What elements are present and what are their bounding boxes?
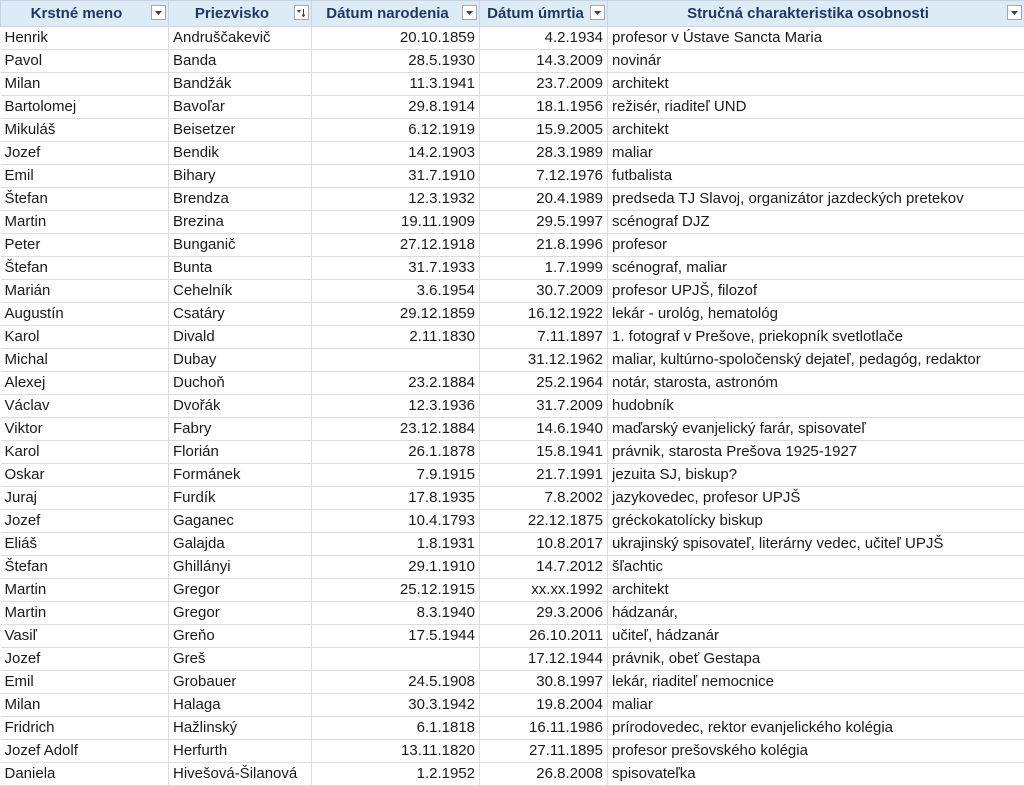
- header-row: [1, 1, 1024, 27]
- cell-description[interactable]: maďarský evanjelický farár, spisovateľ: [608, 418, 1024, 441]
- cell-description[interactable]: právnik, starosta Prešova 1925-1927: [608, 441, 1024, 464]
- cell-first-name[interactable]: Emil: [1, 671, 169, 694]
- cell-surname[interactable]: Andruščakevič: [169, 27, 312, 50]
- cell-birth-date[interactable]: 11.3.1941: [312, 73, 480, 96]
- table-row: [1, 740, 1024, 763]
- table-row: [1, 119, 1024, 142]
- cell-death-date[interactable]: 15.8.1941: [480, 441, 608, 464]
- cell-surname[interactable]: Dvořák: [169, 395, 312, 418]
- cell-death-date[interactable]: 29.3.2006: [480, 602, 608, 625]
- cell-surname[interactable]: Bunta: [169, 257, 312, 280]
- cell-birth-date[interactable]: 12.3.1936: [312, 395, 480, 418]
- cell-description[interactable]: profesor UPJŠ, filozof: [608, 280, 1024, 303]
- cell-birth-date[interactable]: 31.7.1910: [312, 165, 480, 188]
- cell-death-date[interactable]: 31.12.1962: [480, 349, 608, 372]
- cell-birth-date[interactable]: 6.1.1818: [312, 717, 480, 740]
- cell-description[interactable]: maliar, kultúrno-spoločenský dejateľ, pedagóg, redaktor: [608, 349, 1024, 372]
- cell-first-name[interactable]: Martin: [1, 211, 169, 234]
- cell-description[interactable]: novinár: [608, 50, 1024, 73]
- table-row: [1, 395, 1024, 418]
- cell-surname[interactable]: Gregor: [169, 579, 312, 602]
- cell-birth-date[interactable]: 23.2.1884: [312, 372, 480, 395]
- cell-surname[interactable]: Bunganič: [169, 234, 312, 257]
- filter-dropdown-icon[interactable]: [151, 5, 166, 20]
- cell-birth-date[interactable]: [312, 349, 480, 372]
- cell-death-date[interactable]: 7.8.2002: [480, 487, 608, 510]
- cell-description[interactable]: jazykovedec, profesor UPJŠ: [608, 487, 1024, 510]
- cell-description[interactable]: lekár, riaditeľ nemocnice: [608, 671, 1024, 694]
- cell-birth-date[interactable]: 3.6.1954: [312, 280, 480, 303]
- column-header-birth-date[interactable]: [312, 1, 480, 27]
- cell-birth-date[interactable]: 24.5.1908: [312, 671, 480, 694]
- cell-death-date[interactable]: 20.4.1989: [480, 188, 608, 211]
- cell-birth-date[interactable]: 17.5.1944: [312, 625, 480, 648]
- cell-first-name[interactable]: Michal: [1, 349, 169, 372]
- cell-surname[interactable]: Halaga: [169, 694, 312, 717]
- cell-birth-date[interactable]: 13.11.1820: [312, 740, 480, 763]
- cell-first-name[interactable]: Jozef: [1, 142, 169, 165]
- cell-surname[interactable]: Bihary: [169, 165, 312, 188]
- column-header-death-date[interactable]: [480, 1, 608, 27]
- cell-birth-date[interactable]: 14.2.1903: [312, 142, 480, 165]
- cell-first-name[interactable]: Vasiľ: [1, 625, 169, 648]
- cell-first-name[interactable]: Emil: [1, 165, 169, 188]
- cell-surname[interactable]: Bandžák: [169, 73, 312, 96]
- cell-description[interactable]: notár, starosta, astronóm: [608, 372, 1024, 395]
- cell-description[interactable]: maliar: [608, 142, 1024, 165]
- cell-death-date[interactable]: 4.2.1934: [480, 27, 608, 50]
- cell-surname[interactable]: Hažlinský: [169, 717, 312, 740]
- cell-death-date[interactable]: 25.2.1964: [480, 372, 608, 395]
- cell-birth-date[interactable]: 26.1.1878: [312, 441, 480, 464]
- cell-surname[interactable]: Cehelník: [169, 280, 312, 303]
- column-header-label: Priezvisko: [195, 5, 269, 22]
- cell-birth-date[interactable]: 19.11.1909: [312, 211, 480, 234]
- cell-death-date[interactable]: 26.10.2011: [480, 625, 608, 648]
- cell-first-name[interactable]: Milan: [1, 73, 169, 96]
- cell-surname[interactable]: Beisetzer: [169, 119, 312, 142]
- cell-birth-date[interactable]: 2.11.1830: [312, 326, 480, 349]
- cell-death-date[interactable]: 22.12.1875: [480, 510, 608, 533]
- cell-first-name[interactable]: Oskar: [1, 464, 169, 487]
- column-header-first-name[interactable]: [1, 1, 169, 27]
- cell-death-date[interactable]: 7.12.1976: [480, 165, 608, 188]
- table-row: [1, 671, 1024, 694]
- cell-description[interactable]: režisér, riaditeľ UND: [608, 96, 1024, 119]
- cell-surname[interactable]: Bendik: [169, 142, 312, 165]
- cell-first-name[interactable]: Viktor: [1, 418, 169, 441]
- cell-first-name[interactable]: Pavol: [1, 50, 169, 73]
- filter-dropdown-icon[interactable]: [462, 5, 477, 20]
- cell-first-name[interactable]: Karol: [1, 326, 169, 349]
- cell-birth-date[interactable]: 29.1.1910: [312, 556, 480, 579]
- table-row: [1, 625, 1024, 648]
- table-row: [1, 648, 1024, 671]
- cell-first-name[interactable]: Juraj: [1, 487, 169, 510]
- table-row: [1, 234, 1024, 257]
- cell-description[interactable]: maliar: [608, 694, 1024, 717]
- cell-description[interactable]: architekt: [608, 73, 1024, 96]
- cell-death-date[interactable]: 14.3.2009: [480, 50, 608, 73]
- table-row: [1, 326, 1024, 349]
- cell-first-name[interactable]: Jozef: [1, 510, 169, 533]
- cell-surname[interactable]: Grobauer: [169, 671, 312, 694]
- cell-first-name[interactable]: Martin: [1, 579, 169, 602]
- table-row: [1, 50, 1024, 73]
- cell-description[interactable]: jezuita SJ, biskup?: [608, 464, 1024, 487]
- cell-death-date[interactable]: 30.7.2009: [480, 280, 608, 303]
- cell-first-name[interactable]: Martin: [1, 602, 169, 625]
- cell-death-date[interactable]: 27.11.1895: [480, 740, 608, 763]
- table-row: [1, 257, 1024, 280]
- cell-death-date[interactable]: 21.7.1991: [480, 464, 608, 487]
- cell-description[interactable]: hádzanár,: [608, 602, 1024, 625]
- cell-surname[interactable]: Ghillányi: [169, 556, 312, 579]
- table-row: [1, 763, 1024, 786]
- cell-surname[interactable]: Dubay: [169, 349, 312, 372]
- cell-description[interactable]: hudobník: [608, 395, 1024, 418]
- table-row: [1, 694, 1024, 717]
- cell-birth-date[interactable]: 7.9.1915: [312, 464, 480, 487]
- cell-first-name[interactable]: Karol: [1, 441, 169, 464]
- table-row: [1, 142, 1024, 165]
- cell-description[interactable]: futbalista: [608, 165, 1024, 188]
- cell-death-date[interactable]: 1.7.1999: [480, 257, 608, 280]
- cell-surname[interactable]: Bavoľar: [169, 96, 312, 119]
- cell-surname[interactable]: Brezina: [169, 211, 312, 234]
- table-row: [1, 602, 1024, 625]
- table-row: [1, 27, 1024, 50]
- cell-birth-date[interactable]: 12.3.1932: [312, 188, 480, 211]
- cell-description[interactable]: profesor prešovského kolégia: [608, 740, 1024, 763]
- cell-description[interactable]: profesor: [608, 234, 1024, 257]
- cell-first-name[interactable]: Milan: [1, 694, 169, 717]
- column-header-label: Krstné meno: [31, 5, 123, 22]
- cell-birth-date[interactable]: 8.3.1940: [312, 602, 480, 625]
- cell-death-date[interactable]: 26.8.2008: [480, 763, 608, 786]
- cell-description[interactable]: architekt: [608, 579, 1024, 602]
- cell-first-name[interactable]: Eliáš: [1, 533, 169, 556]
- cell-first-name[interactable]: Mikuláš: [1, 119, 169, 142]
- cell-surname[interactable]: Duchoň: [169, 372, 312, 395]
- cell-birth-date[interactable]: 1.2.1952: [312, 763, 480, 786]
- cell-surname[interactable]: Florián: [169, 441, 312, 464]
- cell-birth-date[interactable]: 20.10.1859: [312, 27, 480, 50]
- cell-birth-date[interactable]: 31.7.1933: [312, 257, 480, 280]
- cell-death-date[interactable]: 23.7.2009: [480, 73, 608, 96]
- cell-description[interactable]: scénograf, maliar: [608, 257, 1024, 280]
- table-row: [1, 533, 1024, 556]
- cell-description[interactable]: šľachtic: [608, 556, 1024, 579]
- table-row: [1, 418, 1024, 441]
- cell-surname[interactable]: Fabry: [169, 418, 312, 441]
- cell-death-date[interactable]: 19.8.2004: [480, 694, 608, 717]
- cell-birth-date[interactable]: 29.8.1914: [312, 96, 480, 119]
- table-row: [1, 441, 1024, 464]
- cell-death-date[interactable]: 18.1.1956: [480, 96, 608, 119]
- table-row: [1, 556, 1024, 579]
- cell-description[interactable]: profesor v Ústave Sancta Maria: [608, 27, 1024, 50]
- table-row: [1, 464, 1024, 487]
- column-header-label: Dátum narodenia: [326, 5, 449, 22]
- cell-description[interactable]: 1. fotograf v Prešove, priekopník svetlotlače: [608, 326, 1024, 349]
- cell-death-date[interactable]: 31.7.2009: [480, 395, 608, 418]
- cell-death-date[interactable]: 16.12.1922: [480, 303, 608, 326]
- column-header-label: Dátum úmrtia: [487, 5, 584, 22]
- cell-description[interactable]: prírodovedec, rektor evanjelického kolégia: [608, 717, 1024, 740]
- cell-description[interactable]: učiteľ, hádzanár: [608, 625, 1024, 648]
- cell-birth-date[interactable]: 30.3.1942: [312, 694, 480, 717]
- cell-surname[interactable]: Divald: [169, 326, 312, 349]
- cell-description[interactable]: spisovateľka: [608, 763, 1024, 786]
- table-row: [1, 96, 1024, 119]
- cell-death-date[interactable]: 30.8.1997: [480, 671, 608, 694]
- cell-surname[interactable]: Herfurth: [169, 740, 312, 763]
- cell-first-name[interactable]: Alexej: [1, 372, 169, 395]
- cell-first-name[interactable]: Bartolomej: [1, 96, 169, 119]
- table-row: [1, 280, 1024, 303]
- cell-surname[interactable]: Csatáry: [169, 303, 312, 326]
- column-header-label: Stručná charakteristika osobnosti: [687, 5, 929, 22]
- cell-death-date[interactable]: 15.9.2005: [480, 119, 608, 142]
- table-row: [1, 211, 1024, 234]
- column-header-surname[interactable]: [169, 1, 312, 27]
- cell-description[interactable]: ukrajinský spisovateľ, literárny vedec, učiteľ UPJŠ: [608, 533, 1024, 556]
- filter-dropdown-icon[interactable]: [590, 5, 605, 20]
- cell-death-date[interactable]: 21.8.1996: [480, 234, 608, 257]
- cell-birth-date[interactable]: 28.5.1930: [312, 50, 480, 73]
- cell-birth-date[interactable]: [312, 648, 480, 671]
- cell-birth-date[interactable]: 29.12.1859: [312, 303, 480, 326]
- cell-first-name[interactable]: Štefan: [1, 257, 169, 280]
- cell-birth-date[interactable]: 25.12.1915: [312, 579, 480, 602]
- table-row: [1, 165, 1024, 188]
- cell-surname[interactable]: Greš: [169, 648, 312, 671]
- cell-death-date[interactable]: 14.7.2012: [480, 556, 608, 579]
- cell-surname[interactable]: Furdík: [169, 487, 312, 510]
- cell-first-name[interactable]: Fridrich: [1, 717, 169, 740]
- cell-surname[interactable]: Formánek: [169, 464, 312, 487]
- cell-surname[interactable]: Hivešová-Šilanová: [169, 763, 312, 786]
- cell-surname[interactable]: Gaganec: [169, 510, 312, 533]
- filter-dropdown-icon[interactable]: [1007, 5, 1022, 20]
- cell-first-name[interactable]: Václav: [1, 395, 169, 418]
- cell-description[interactable]: lekár - urológ, hematológ: [608, 303, 1024, 326]
- cell-death-date[interactable]: 14.6.1940: [480, 418, 608, 441]
- table-row: [1, 372, 1024, 395]
- cell-description[interactable]: právnik, obeť Gestapa: [608, 648, 1024, 671]
- cell-first-name[interactable]: Henrik: [1, 27, 169, 50]
- cell-first-name[interactable]: Jozef Adolf: [1, 740, 169, 763]
- cell-death-date[interactable]: 7.11.1897: [480, 326, 608, 349]
- cell-description[interactable]: predseda TJ Slavoj, organizátor jazdeckých pretekov: [608, 188, 1024, 211]
- cell-first-name[interactable]: Augustín: [1, 303, 169, 326]
- cell-first-name[interactable]: Štefan: [1, 556, 169, 579]
- cell-death-date[interactable]: 28.3.1989: [480, 142, 608, 165]
- cell-first-name[interactable]: Jozef: [1, 648, 169, 671]
- table-row: [1, 487, 1024, 510]
- cell-death-date[interactable]: xx.xx.1992: [480, 579, 608, 602]
- table-row: [1, 349, 1024, 372]
- cell-surname[interactable]: Gregor: [169, 602, 312, 625]
- cell-birth-date[interactable]: 6.12.1919: [312, 119, 480, 142]
- cell-birth-date[interactable]: 17.8.1935: [312, 487, 480, 510]
- cell-birth-date[interactable]: 1.8.1931: [312, 533, 480, 556]
- cell-first-name[interactable]: Štefan: [1, 188, 169, 211]
- cell-first-name[interactable]: Peter: [1, 234, 169, 257]
- table-row: [1, 188, 1024, 211]
- cell-death-date[interactable]: 10.8.2017: [480, 533, 608, 556]
- column-header-description[interactable]: [608, 1, 1024, 27]
- table-row: [1, 717, 1024, 740]
- table-row: [1, 510, 1024, 533]
- cell-death-date[interactable]: 29.5.1997: [480, 211, 608, 234]
- sort-filter-icon[interactable]: [294, 5, 309, 20]
- cell-birth-date[interactable]: 23.12.1884: [312, 418, 480, 441]
- cell-first-name[interactable]: Marián: [1, 280, 169, 303]
- cell-description[interactable]: scénograf DJZ: [608, 211, 1024, 234]
- cell-description[interactable]: architekt: [608, 119, 1024, 142]
- cell-surname[interactable]: Brendza: [169, 188, 312, 211]
- cell-death-date[interactable]: 16.11.1986: [480, 717, 608, 740]
- table-row: [1, 303, 1024, 326]
- table-row: [1, 73, 1024, 96]
- cell-surname[interactable]: Greňo: [169, 625, 312, 648]
- cell-description[interactable]: gréckokatolícky biskup: [608, 510, 1024, 533]
- cell-surname[interactable]: Banda: [169, 50, 312, 73]
- cell-surname[interactable]: Galajda: [169, 533, 312, 556]
- cell-birth-date[interactable]: 27.12.1918: [312, 234, 480, 257]
- cell-birth-date[interactable]: 10.4.1793: [312, 510, 480, 533]
- cell-death-date[interactable]: 17.12.1944: [480, 648, 608, 671]
- cell-first-name[interactable]: Daniela: [1, 763, 169, 786]
- table-row: [1, 579, 1024, 602]
